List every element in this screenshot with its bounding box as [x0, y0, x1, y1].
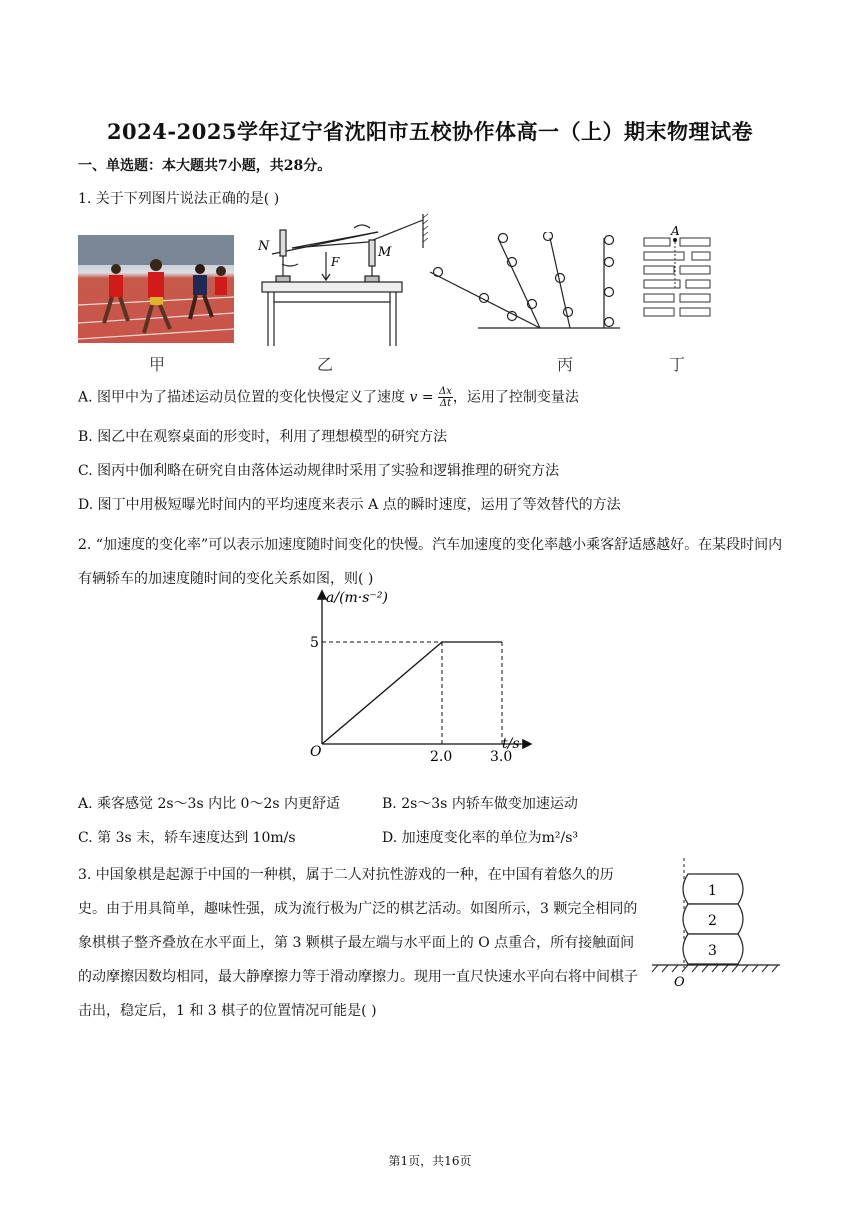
figure-yi-table-mirrors — [258, 212, 433, 350]
chess-pieces-figure — [652, 858, 782, 990]
fraction-numerator: Δx — [439, 386, 452, 397]
caption-ding: 丁 — [669, 355, 686, 374]
piece-2-label: 2 — [708, 913, 717, 929]
label-n: N — [258, 239, 270, 254]
piece-3-label: 3 — [708, 943, 717, 959]
caption-jia: 甲 — [149, 355, 166, 374]
piece-1-label: 1 — [708, 883, 717, 899]
page-title: 2024-2025学年辽宁省沈阳市五校协作体高一（上）期末物理试卷 — [106, 119, 754, 144]
figure-bing-inclined-planes — [428, 232, 622, 330]
q1-option-d: D. 图丁中用极短曝光时间内的平均速度来表示 A 点的瞬时速度，运用了等效替代的方法 — [78, 497, 621, 513]
x-tick-label: 3.0 — [490, 749, 513, 762]
acceleration-time-chart — [292, 586, 542, 762]
y-axis-label: a/(m·s⁻²) — [326, 590, 388, 606]
q3-stem: 3. 中国象棋是起源于中国的一种棋，属于二人对抗性游戏的一种，在中国有着悠久的历史。由于用具简单，趣味性强，成为流行极为广泛的棋艺活动。如图所示，3 颗完全相同的象棋棋子整齐叠放在水平面上，第 3 颗棋子最左端与水平面上的 O 点重合，所有接触面间的动摩擦因数均相同，最大静摩擦力等于滑动摩擦力。现用一直尺快速水平向右将中间棋子击出，稳定后，1 和 3 棋子的位置情况可能是( ) — [78, 867, 638, 1019]
caption-yi: 乙 — [317, 355, 334, 374]
figure-jia-sprint-photo — [78, 235, 234, 343]
figure-ding-brick-wall — [640, 224, 718, 322]
q2-option-c: C. 第 3s 末，轿车速度达到 10m/s — [78, 830, 296, 846]
x-tick-label: 2.0 — [430, 749, 453, 762]
q1-option-a-var: v — [409, 389, 418, 406]
label-a: A — [671, 224, 680, 238]
section-heading: 一、单选题：本大题共7小题，共28分。 — [78, 158, 332, 174]
x-axis-label: t/s — [502, 736, 520, 752]
page-footer: 第1页，共16页 — [388, 1154, 472, 1168]
q1-option-c: C. 图丙中伽利略在研究自由落体运动规律时采用了实验和逻辑推理的研究方法 — [78, 463, 560, 479]
q1-option-a: A. 图甲中为了描述运动员位置的变化快慢定义了速度 v = $\frac{\Delta x}{\Delta t}$ ，运用了控制变量法 — [78, 386, 579, 409]
velocity-fraction — [438, 386, 453, 409]
origin-o-label: O — [674, 975, 685, 990]
q2-stem: 2. “加速度的变化率”可以表示加速度随时间变化的快慢。汽车加速度的变化率越小乘客舒适感越好。在某段时间内有辆轿车的加速度随时间的变化关系如图，则( ) — [78, 537, 783, 587]
y-tick-label: 5 — [310, 635, 319, 651]
series-line — [322, 642, 502, 744]
q1-option-a-post: ，运用了控制变量法 — [452, 389, 579, 406]
q1-option-a-pre: A. 图甲中为了描述运动员位置的变化快慢定义了速度 — [78, 389, 406, 406]
q2-option-a: A. 乘客感觉 2s～3s 内比 0～2s 内更舒适 — [78, 796, 340, 812]
label-m: M — [378, 245, 392, 260]
label-f: F — [331, 255, 340, 269]
q1-stem: 1. 关于下列图片说法正确的是( ) — [78, 191, 280, 207]
caption-bing: 丙 — [557, 355, 574, 374]
fraction-denominator: Δt — [439, 398, 452, 409]
q1-option-b: B. 图乙中在观察桌面的形变时，利用了理想模型的研究方法 — [78, 429, 448, 445]
origin-label: O — [310, 744, 322, 760]
q2-option-d: D. 加速度变化率的单位为m²/s³ — [382, 830, 579, 846]
q2-option-b: B. 2s～3s 内轿车做变加速运动 — [382, 796, 578, 812]
